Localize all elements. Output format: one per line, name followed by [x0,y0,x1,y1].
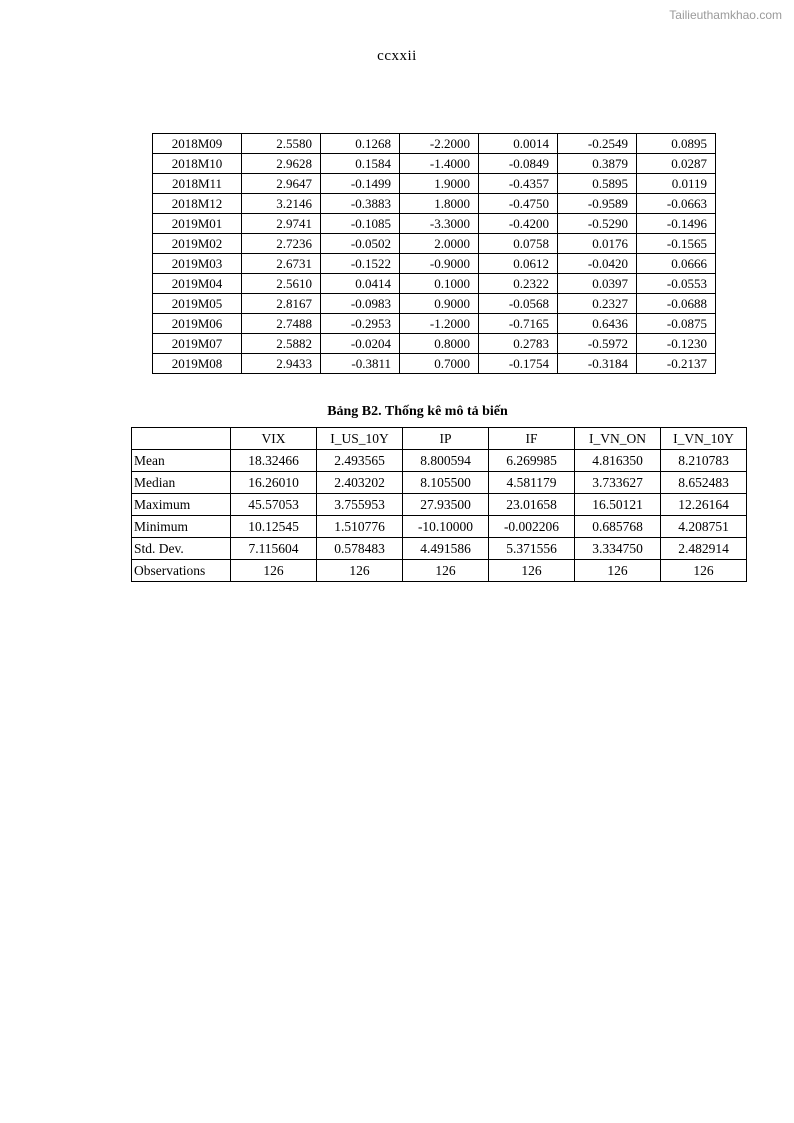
table-row [153,354,716,374]
table-cell: 0.0758 [479,234,558,254]
table-cell: -0.2549 [558,134,637,154]
table-cell: 2.9433 [242,354,321,374]
table-cell: -0.1230 [637,334,716,354]
table-cell: -0.1085 [321,214,400,234]
table-cell: -0.0420 [558,254,637,274]
table-cell: 16.50121 [575,494,661,516]
table-cell: -0.1522 [321,254,400,274]
table-cell: -0.0663 [637,194,716,214]
table-cell: -10.10000 [403,516,489,538]
table-cell: 4.581179 [489,472,575,494]
table-cell: 2018M10 [153,154,242,174]
table-cell: -0.9589 [558,194,637,214]
table-cell: 1.8000 [400,194,479,214]
table-cell: -0.0502 [321,234,400,254]
table-cell: 8.210783 [661,450,747,472]
table-cell: 4.491586 [403,538,489,560]
table-cell: 126 [575,560,661,582]
table-row [153,194,716,214]
table-cell: -0.4750 [479,194,558,214]
table-row [153,154,716,174]
table-cell: 2.6731 [242,254,321,274]
table-cell: 2019M04 [153,274,242,294]
table-row [132,450,747,472]
table-cell: -0.5290 [558,214,637,234]
table-cell: 10.12545 [231,516,317,538]
table-cell: 6.269985 [489,450,575,472]
table-row [132,494,747,516]
table-cell: -0.3184 [558,354,637,374]
table-cell: 12.26164 [661,494,747,516]
table-cell: -0.4357 [479,174,558,194]
table-cell: Observations [132,560,231,582]
table-cell: 0.578483 [317,538,403,560]
table-cell: 2018M09 [153,134,242,154]
page-number: ccxxii [377,48,417,64]
table-cell: -0.0568 [479,294,558,314]
table-cell: 2.403202 [317,472,403,494]
table-header-cell: I_VN_ON [575,428,661,450]
table-cell: 2018M11 [153,174,242,194]
table-cell: -0.0875 [637,314,716,334]
table-cell: -1.4000 [400,154,479,174]
table-cell: -0.0849 [479,154,558,174]
table-cell: 126 [317,560,403,582]
table-cell: 2019M06 [153,314,242,334]
table-cell: 2.5882 [242,334,321,354]
table-cell: 126 [231,560,317,582]
table-cell: 0.0666 [637,254,716,274]
table-cell: 2.7236 [242,234,321,254]
table-header-row [132,428,747,450]
table-caption: Bảng B2. Thống kê mô tả biến [327,404,508,419]
table-cell: -3.3000 [400,214,479,234]
table-header-cell: VIX [231,428,317,450]
table-row [153,234,716,254]
watermark: Tailieuthamkhao.com [669,8,782,22]
table-cell: 1.9000 [400,174,479,194]
table-cell: 0.1000 [400,274,479,294]
table-cell: 0.0397 [558,274,637,294]
monthly-data-table-body [153,134,716,374]
table-cell: -0.1499 [321,174,400,194]
table-cell: 2.7488 [242,314,321,334]
table-cell: 8.105500 [403,472,489,494]
table-cell: 2.9741 [242,214,321,234]
table-cell: -1.2000 [400,314,479,334]
table-cell: -0.1496 [637,214,716,234]
table-cell: 7.115604 [231,538,317,560]
table-row [153,134,716,154]
descriptive-stats-table [131,427,747,582]
table-cell: 2.9647 [242,174,321,194]
table-cell: 2.0000 [400,234,479,254]
table-cell: 0.5895 [558,174,637,194]
table-cell: 2.9628 [242,154,321,174]
table-cell: 4.208751 [661,516,747,538]
table-cell: 45.57053 [231,494,317,516]
table-cell: Mean [132,450,231,472]
table-row [132,472,747,494]
table-cell: 0.1584 [321,154,400,174]
table-header-cell: IF [489,428,575,450]
table-cell: Maximum [132,494,231,516]
table-header-cell: I_VN_10Y [661,428,747,450]
table-cell: Std. Dev. [132,538,231,560]
table-cell: 126 [489,560,575,582]
table-cell: 0.3879 [558,154,637,174]
table-cell: 2019M01 [153,214,242,234]
table-cell: 3.733627 [575,472,661,494]
table-cell: 126 [403,560,489,582]
table-cell: 0.0287 [637,154,716,174]
table-row [132,560,747,582]
table-cell: 2.8167 [242,294,321,314]
table-cell: 0.0176 [558,234,637,254]
table-cell: 2019M02 [153,234,242,254]
table-cell: 2.482914 [661,538,747,560]
table-cell: -0.002206 [489,516,575,538]
table-cell: 0.2327 [558,294,637,314]
table-cell: -0.7165 [479,314,558,334]
table-cell: -0.1565 [637,234,716,254]
monthly-data-table [152,133,716,374]
table-row [153,274,716,294]
stats-table-body [132,450,747,582]
table-cell: 2.5580 [242,134,321,154]
table-cell: 0.6436 [558,314,637,334]
table-cell: -0.9000 [400,254,479,274]
table-cell: 0.0414 [321,274,400,294]
table-cell: -0.2953 [321,314,400,334]
table-cell: 3.2146 [242,194,321,214]
table-cell: 8.652483 [661,472,747,494]
table-cell: -2.2000 [400,134,479,154]
table-cell: -0.2137 [637,354,716,374]
table-cell: 0.1268 [321,134,400,154]
table-cell: 16.26010 [231,472,317,494]
table-cell: 0.7000 [400,354,479,374]
table-cell: 0.0612 [479,254,558,274]
table-cell: 2019M05 [153,294,242,314]
table-cell: 0.2783 [479,334,558,354]
table-header-cell: I_US_10Y [317,428,403,450]
table-cell: -0.3883 [321,194,400,214]
table-cell: 18.32466 [231,450,317,472]
table-cell: -0.1754 [479,354,558,374]
table-cell: 0.0895 [637,134,716,154]
table-cell: 2.493565 [317,450,403,472]
table-cell: Median [132,472,231,494]
table-cell: Minimum [132,516,231,538]
table-cell: 126 [661,560,747,582]
table-cell: 2019M07 [153,334,242,354]
table-cell: 0.0119 [637,174,716,194]
table-row [132,516,747,538]
table-cell: -0.0688 [637,294,716,314]
table-row [153,174,716,194]
table-cell: 8.800594 [403,450,489,472]
table-cell: 3.755953 [317,494,403,516]
table-cell: 27.93500 [403,494,489,516]
table-cell: 1.510776 [317,516,403,538]
table-cell: 2019M03 [153,254,242,274]
table-cell: -0.3811 [321,354,400,374]
table-cell: 4.816350 [575,450,661,472]
table-cell: -0.5972 [558,334,637,354]
table-cell: 23.01658 [489,494,575,516]
table-row [153,254,716,274]
table-row [153,314,716,334]
table-cell: 2018M12 [153,194,242,214]
table-row [153,214,716,234]
table-cell: 0.9000 [400,294,479,314]
table-cell: 0.0014 [479,134,558,154]
table-cell: 5.371556 [489,538,575,560]
table-cell: 2.5610 [242,274,321,294]
table-cell: 0.685768 [575,516,661,538]
table-cell: -0.0204 [321,334,400,354]
table-cell: -0.4200 [479,214,558,234]
table-cell: 2019M08 [153,354,242,374]
table-cell: 3.334750 [575,538,661,560]
table-header-cell [132,428,231,450]
stats-table-head [132,428,747,450]
table-cell: -0.0553 [637,274,716,294]
table-cell: -0.0983 [321,294,400,314]
table-cell: 0.8000 [400,334,479,354]
table-header-cell: IP [403,428,489,450]
table-row [132,538,747,560]
table-row [153,334,716,354]
table-row [153,294,716,314]
table-cell: 0.2322 [479,274,558,294]
